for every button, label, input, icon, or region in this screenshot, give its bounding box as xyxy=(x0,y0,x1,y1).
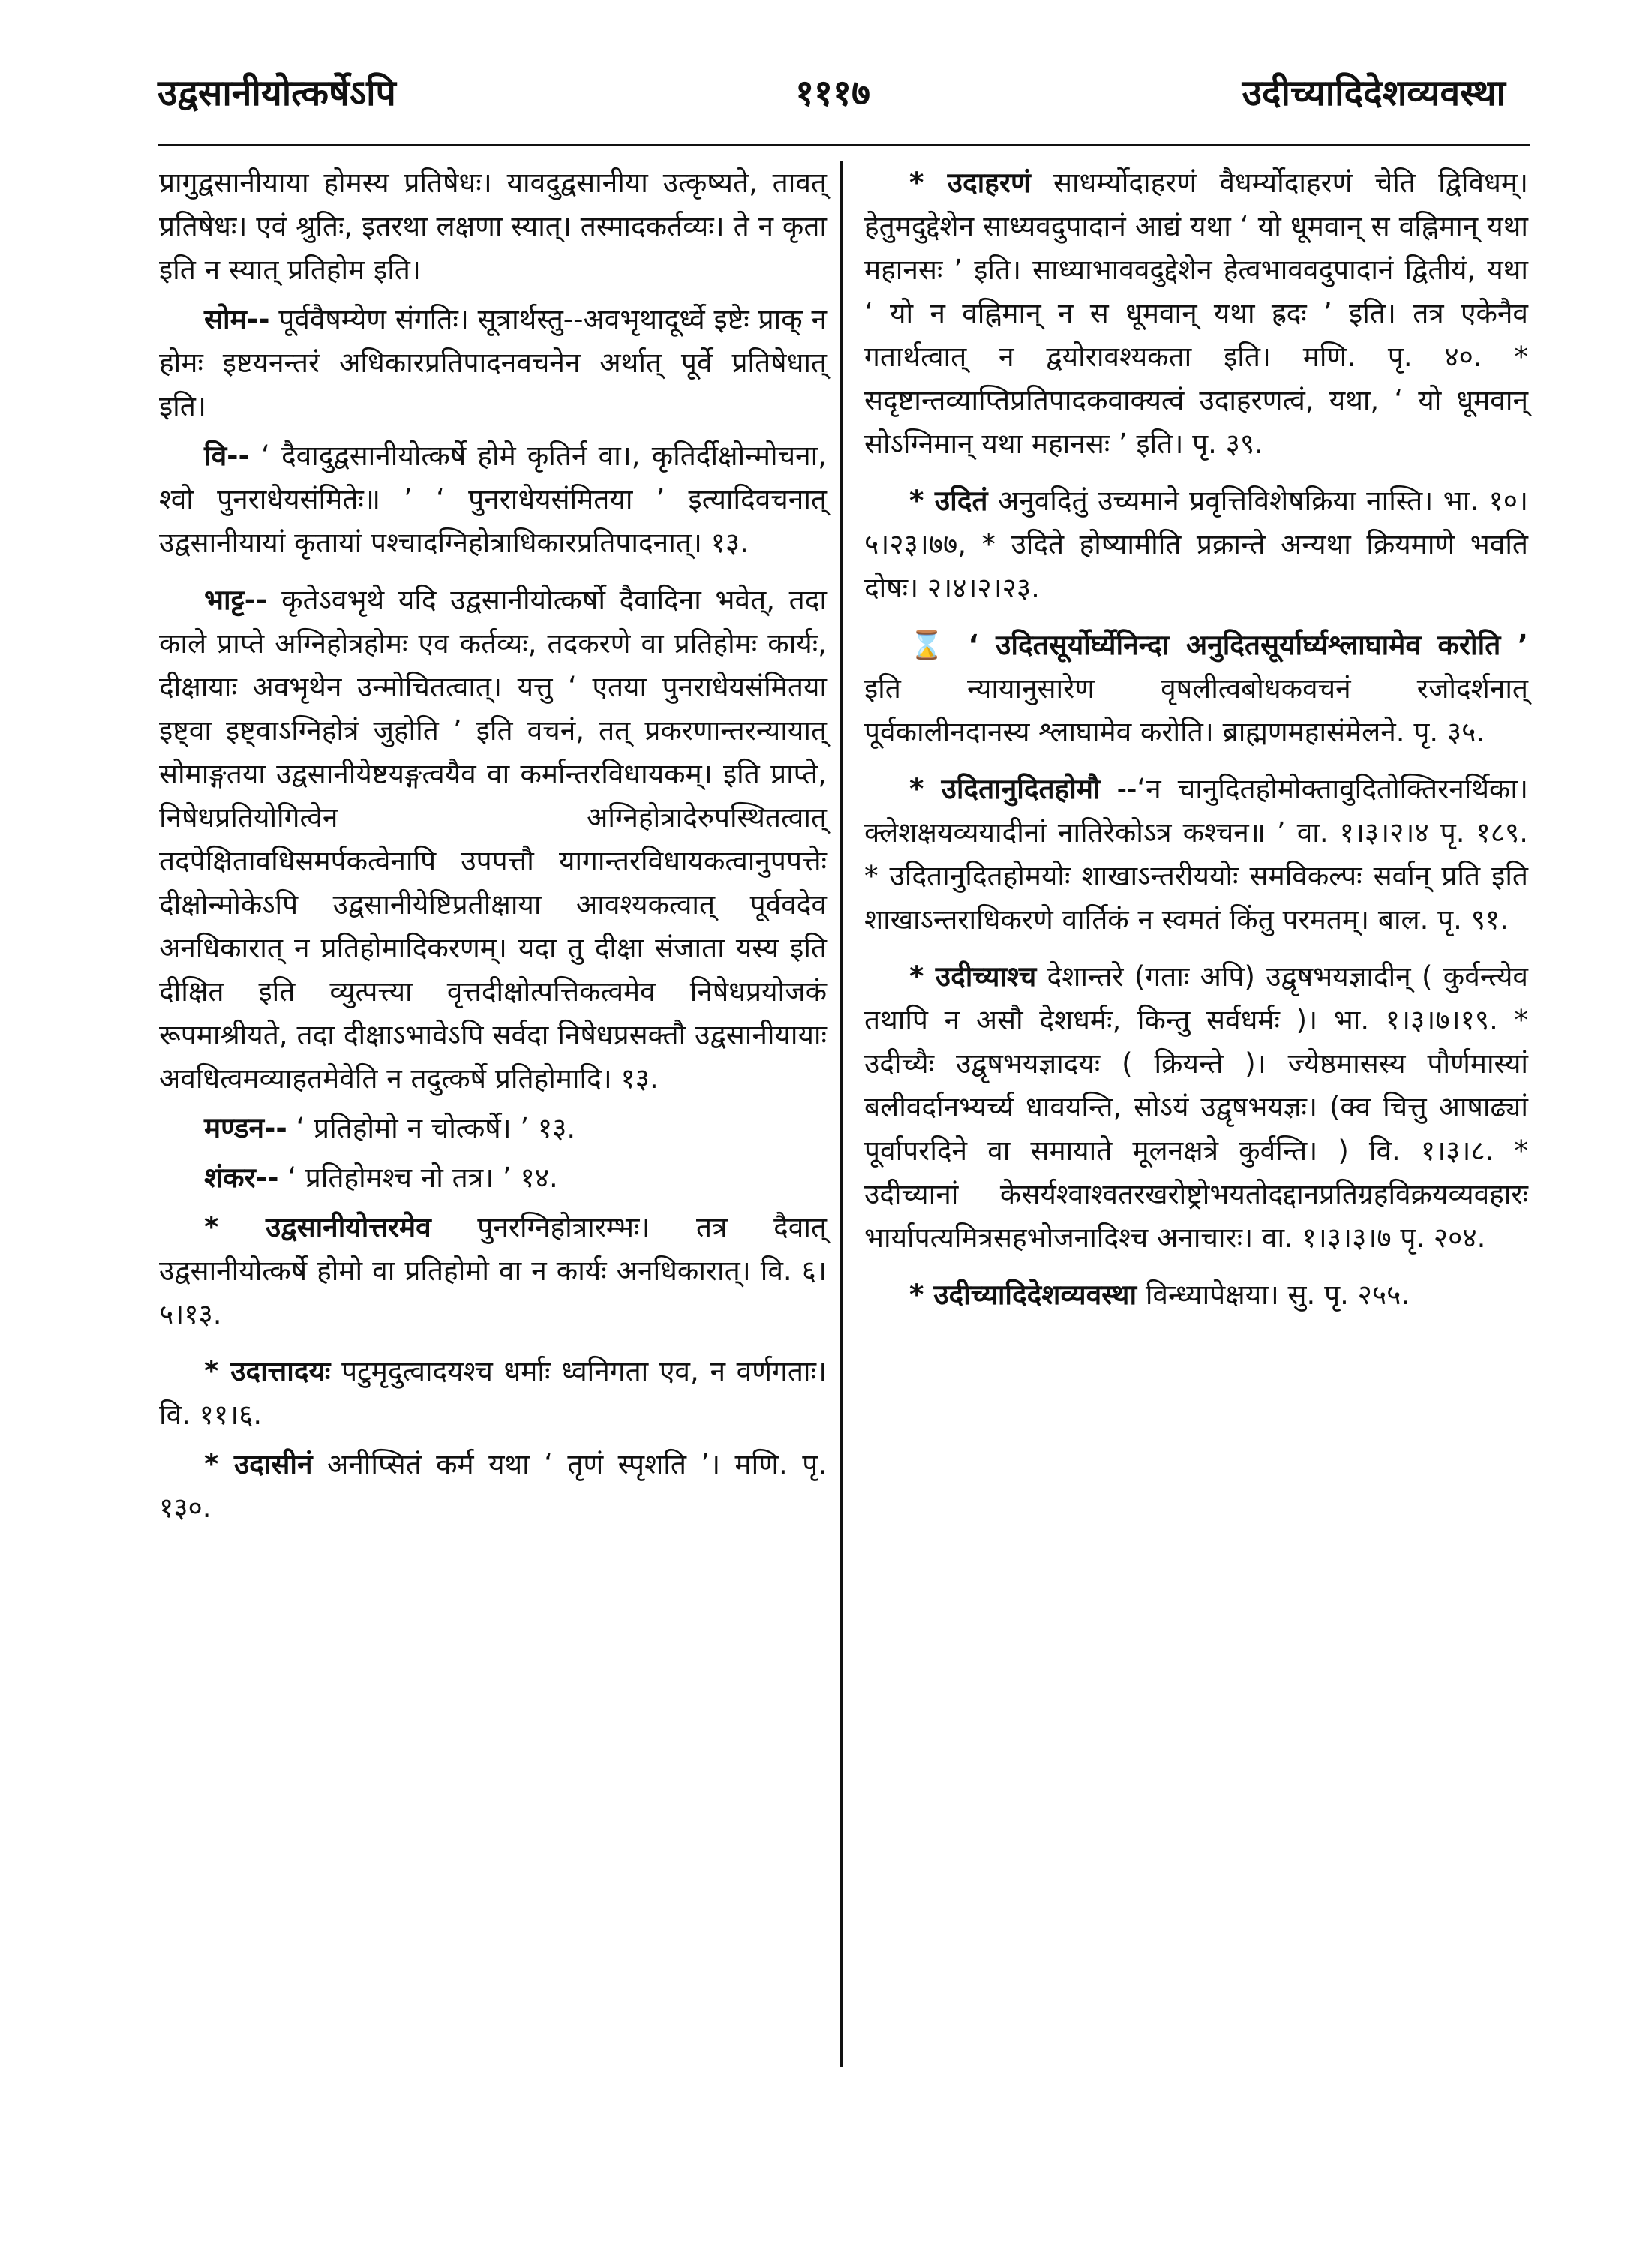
entry-lead: * उदाहरणं xyxy=(909,167,1031,199)
entry-paragraph xyxy=(864,161,1528,466)
entry-text: पुनरग्निहोत्रारम्भः। तत्र दैवात् उद्वसानीयोत्कर्षे होमो वा प्रतिहोमो वा न कार्यः अनधिकारात्। वि. ६।५।१३. xyxy=(159,1211,827,1330)
entry-lead: * उदात्तादयः xyxy=(204,1355,331,1387)
entry-lead: * उद्वसानीयोत्तरमेव xyxy=(204,1211,431,1243)
entry-paragraph xyxy=(864,1273,1528,1317)
entry-paragraph xyxy=(159,298,827,428)
running-head-left: उद्वसानीयोत्कर्षेऽपि xyxy=(158,72,396,114)
entry-paragraph xyxy=(864,768,1528,942)
entry-paragraph xyxy=(159,1107,827,1150)
entry-lead: * उदीच्याश्च xyxy=(909,960,1037,993)
entry-text: अनुवदितुं उच्यमाने प्रवृत्तिविशेषक्रिया नास्ति। भा. १०।५।२३।७७, * उदिते होष्यामीति प्रक्रान्ते अन्यथा क्रियमाणे भवति दोषः। २।४।२।२३. xyxy=(864,485,1529,604)
left-column xyxy=(159,161,827,1536)
entry-text: प्रागुद्वसानीयाया होमस्य प्रतिषेधः। यावदुद्वसानीया उत्कृष्यते, तावत् प्रतिषेधः। एवं श्रुतिः, इतरथा लक्षणा स्यात्। तस्मादकर्तव्यः। ते न कृता इति न स्यात् प्रतिहोम इति। xyxy=(159,167,827,286)
entry-lead: मण्डन-- xyxy=(204,1112,287,1144)
entry-text: साधर्म्योदाहरणं वैधर्म्योदाहरणं चेति द्विविधम्। हेतुमदुद्देशेन साध्यवदुपादानं आद्यं यथा ‘ यो धूमवान् स वह्निमान् यथा महानसः ’ इति। साध्याभाववदुद्देशेन हेत्वभाववदुपादानं द्वितीयं, यथा ‘ यो न वह्निमान् न स धूमवान् यथा ह्रदः ’ इति। तत्र एकेनैव गतार्थत्वात् न द्वयोरावश्यकता इति। मणि. पृ. ४०. * सदृष्टान्तव्याप्तिप्रतिपादकवाक्यत्वं उदाहरणत्वं, यथा, ‘ यो धूमवान् सोऽग्निमान् यथा महानसः ’ इति। पृ. ३९. xyxy=(864,167,1528,460)
entry-text: अनीप्सितं कर्म यथा ‘ तृणं स्पृशति ’। मणि. पृ. १३०. xyxy=(159,1448,827,1524)
entry-text: कृतेऽवभृथे यदि उद्वसानीयोत्कर्षो दैवादिना भवेत्, तदा काले प्राप्ते अग्निहोत्रहोमः एव कर्तव्यः, तदकरणे वा प्रतिहोमः कार्यः, दीक्षायाः अवभृथेन उन्मोचितत्वात्। यत्तु ‘ एतया पुनराधेयसंमितया इष्ट्वा इष्ट्वाऽग्निहोत्रं जुहोति ’ इति वचनं, तत् प्रकरणान्तरन्यायात् सोमाङ्गतया उद्वसानीयेष्टयङ्गत्वयैव वा कर्मान्तरविधायकम्। इति प्राप्ते, निषेधप्रतियोगित्वेन अग्निहोत्रादेरुपस्थितत्वात् तदपेक्षितावधिसमर्पकत्वेनापि उपपत्तौ यागान्तरविधायकत्वानुपपत्तेः दीक्षोन्मोकेऽपि उद्वसानीयेष्टिप्रतीक्षाया आवश्यकत्वात् पूर्ववदेव अनधिकारात् न प्रतिहोमादिकरणम्। यदा तु दीक्षा संजाता यस्य इति दीक्षित इति व्युत्पत्त्या वृत्तदीक्षोत्पत्तिकत्वमेव निषेधप्रयोजकं रूपमाश्रीयते, तदा दीक्षाऽभावेऽपि सर्वदा निषेधप्रसक्तौ उद्वसानीयायाः अवधित्वमव्याहतमेवेति न तदुत्कर्षे प्रतिहोमादि। १३. xyxy=(159,584,827,1095)
entry-paragraph xyxy=(159,1206,827,1336)
entry-lead: * उदितानुदितहोमौ xyxy=(909,773,1101,805)
entry-lead: वि-- xyxy=(204,440,250,472)
right-column xyxy=(864,161,1528,1323)
entry-text: ‘ दैवादुद्वसानीयोत्कर्षे होमे कृतिर्न वा।, कृतिर्दीक्षोन्मोचना, श्वो पुनराधेयसंमितेः॥ ’ ‘ पुनराधेयसंमितया ’ इत्यादिवचनात् उद्वसानीयायां कृतायां पश्चादग्निहोत्राधिकारप्रतिपादनात्। १३. xyxy=(159,440,827,559)
entry-paragraph xyxy=(864,479,1528,610)
entry-text: ‘ प्रतिहोमश्च नो तत्र। ’ १४. xyxy=(287,1162,558,1194)
entry-paragraph xyxy=(159,434,827,565)
running-head-right: उदीच्यादिदेशव्यवस्था xyxy=(1242,72,1506,114)
entry-lead: * उदीच्यादिदेशव्यवस्था xyxy=(909,1279,1137,1311)
entry-paragraph xyxy=(864,955,1528,1260)
entry-paragraph xyxy=(159,161,827,292)
entry-text: इति न्यायानुसारेण वृषलीत्वबोधकवचनं रजोदर्शनात् पूर्वकालीनदानस्य श्लाघामेव करोति। ब्राह्मणमहासंमेलने. पृ. ३५. xyxy=(864,672,1528,748)
entry-paragraph xyxy=(159,579,827,1101)
entry-paragraph xyxy=(159,1443,827,1530)
entry-text: पटुमृदुत्वादयश्च धर्माः ध्वनिगता एव, न वर्णगताः। वि. ११।६. xyxy=(159,1355,828,1431)
entry-lead: * उदितं xyxy=(909,485,988,517)
column-divider xyxy=(840,161,843,2067)
entry-text: पूर्ववैषम्येण संगतिः। सूत्रार्थस्तु--अवभृथादूर्ध्वे इष्टेः प्राक् न होमः इष्टयनन्तरं अधिकारप्रतिपादनवचनेन अर्थात् पूर्वे प्रतिषेधात् इति। xyxy=(159,303,827,422)
entry-paragraph xyxy=(864,624,1528,754)
entry-text: --‘न चानुदितहोमोक्तावुदितोक्तिरनर्थिका। क्लेशक्षयव्ययादीनां नातिरेकोऽत्र कश्चन॥ ’ वा. १।३।२।४ पृ. १८९. * उदितानुदितहोमयोः शाखाऽन्तरीययोः समविकल्पः सर्वान् प्रति इति शाखाऽन्तराधिकरणे वार्तिकं न स्वमतं किंतु परमतम्। बाल. पृ. ९१. xyxy=(864,773,1528,936)
entry-lead: शंकर-- xyxy=(204,1162,279,1194)
entry-text: देशान्तरे (गताः अपि) उद्वृषभयज्ञादीन् ( कुर्वन्त्येव तथापि न असौ देशधर्मः, किन्तु सर्वधर्मः )। भा. १।३।७।१९. * उदीच्यैः उद्वृषभयज्ञादयः ( क्रियन्ते )। ज्येष्ठमासस्य पौर्णमास्यां बलीवर्दानभ्यर्च्य धावयन्ति, सोऽयं उद्वृषभयज्ञः। (क्व चित्तु आषाढ्यां पूर्वापरदिने वा समायाते मूलनक्षत्रे कुर्वन्ति। ) वि. १।३।८. * उदीच्यानां केसर्यश्वाश्वतरखरोष्ट्रोभयतोदद्दानप्रतिग्रहविक्रयव्यवहारः भार्यापत्यमित्रसहभोजनादिश्च अनाचारः। वा. १।३।३।७ पृ. २०४. xyxy=(864,960,1528,1254)
entry-text: ‘ प्रतिहोमो न चोत्कर्षे। ’ १३. xyxy=(296,1112,576,1144)
entry-paragraph xyxy=(159,1350,827,1437)
entry-lead: ⌛ ‘ उदितसूर्योर्घ्येनिन्दा अनुदितसूर्यार्घ्यश्लाघामेव करोति ’ xyxy=(909,629,1528,661)
page-number: १११७ xyxy=(795,72,870,114)
entry-lead: भाट्ट-- xyxy=(204,584,268,616)
page-header xyxy=(0,0,1652,150)
entry-paragraph xyxy=(159,1156,827,1200)
entry-lead: सोम-- xyxy=(204,303,270,335)
entry-lead: * उदासीनं xyxy=(204,1448,313,1480)
entry-text: विन्ध्यापेक्षया। सु. पृ. २५५. xyxy=(1145,1279,1410,1311)
header-rule xyxy=(158,144,1530,146)
